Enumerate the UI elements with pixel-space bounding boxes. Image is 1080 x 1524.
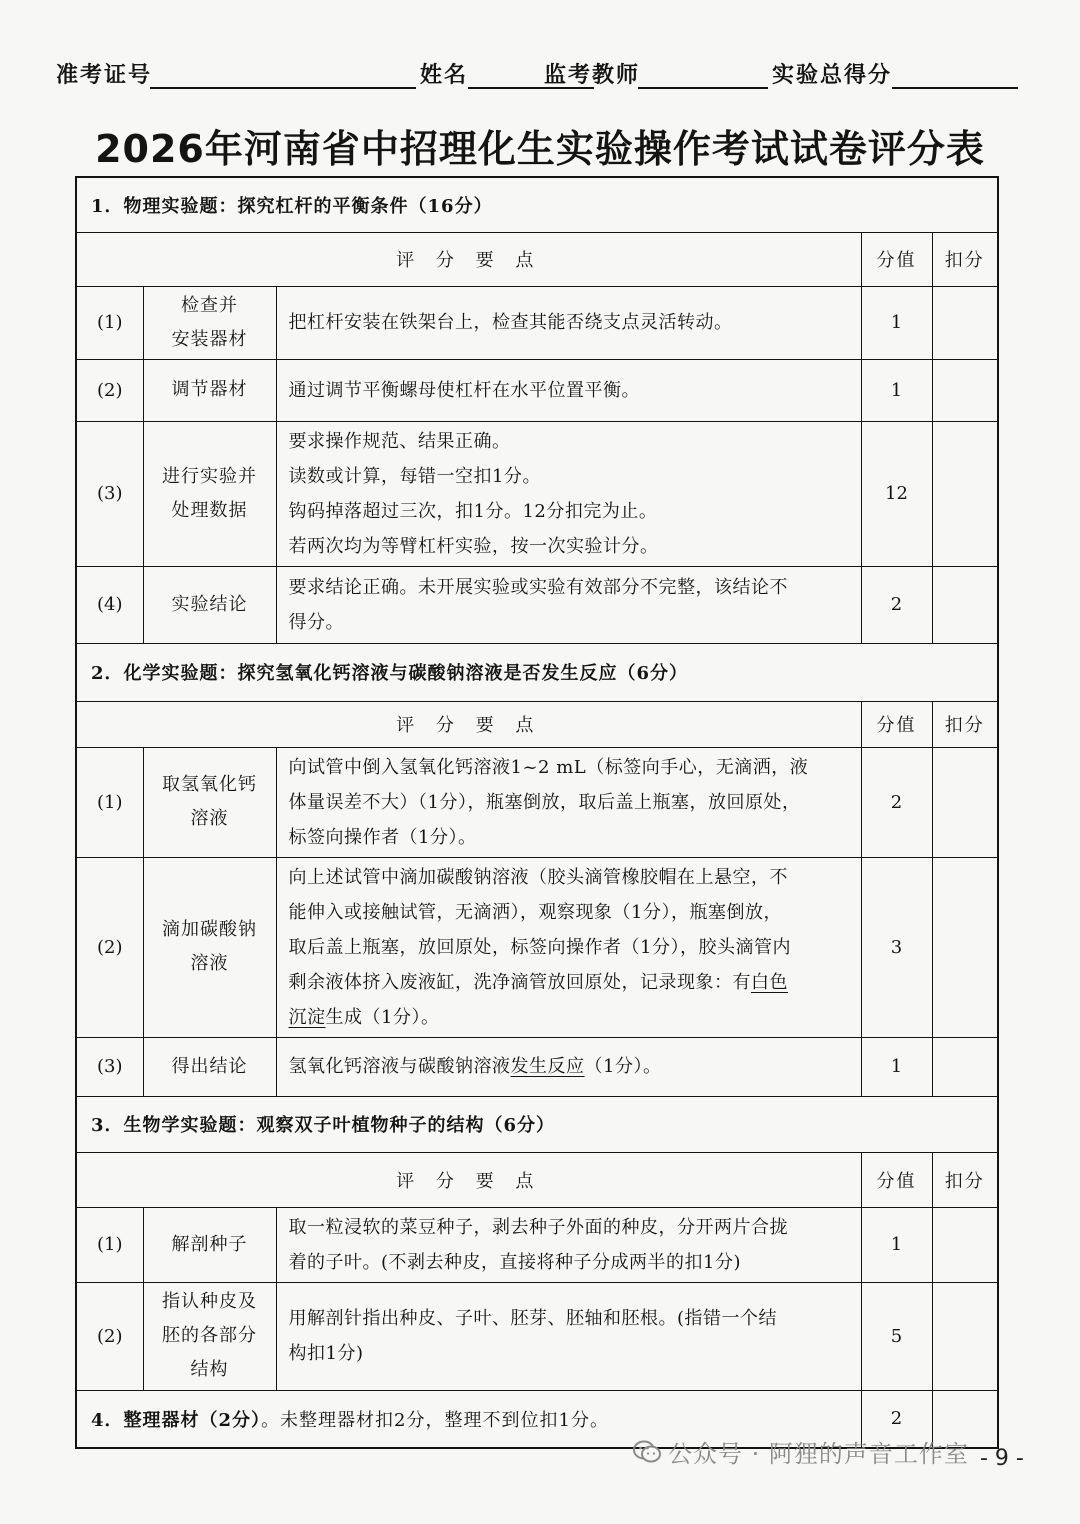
- col-header-row: [76, 701, 998, 747]
- row-description: 向试管中倒入氢氧化钙溶液1~2 mL（标签向手心，无滴洒，液 体量误差不大）（1分），瓶塞倒放，取后盖上瓶塞，放回原处， 标签向操作者（1分）。: [276, 747, 861, 857]
- total-score-field[interactable]: [892, 87, 1018, 89]
- row-score: 3: [861, 857, 932, 1037]
- row-score: 5: [861, 1282, 932, 1390]
- table-row: [76, 1207, 998, 1282]
- col-header-deduct: 扣分: [932, 232, 998, 286]
- row-description: 用解剖针指出种皮、子叶、胚芽、胚轴和胚根。(指错一个结 构扣1分): [276, 1282, 861, 1390]
- row-deduct-cell[interactable]: [932, 286, 998, 359]
- col-header-value: 分值: [861, 232, 932, 286]
- proctor-label: 监考教师: [544, 62, 641, 88]
- row-score: 1: [861, 286, 932, 359]
- row-item: 进行实验并 处理数据: [143, 421, 276, 566]
- name-label: 姓名: [420, 62, 469, 88]
- row-deduct-cell[interactable]: [932, 566, 998, 643]
- row-description: 向上述试管中滴加碳酸钠溶液（胶头滴管橡胶帽在上悬空，不 能伸入或接触试管，无滴洒），观察现象（1分），瓶塞倒放， 取后盖上瓶塞，放回原处，标签向操作者（1分），胶头滴管内 剩余液体挤入废液缸，洗净滴管放回原处，记录现象：有白色 沉淀生成（1分）。: [276, 857, 861, 1037]
- section-biology-title-row: [76, 1096, 998, 1152]
- col-header-points: 评 分 要 点: [76, 701, 861, 747]
- row-number: (2): [76, 857, 143, 1037]
- section-physics-title: 1．物理实验题：探究杠杆的平衡条件（16分）: [76, 177, 998, 232]
- table-row: [76, 566, 998, 643]
- col-header-deduct: 扣分: [932, 1152, 998, 1207]
- row-description: 要求结论正确。未开展实验或实验有效部分不完整，该结论不 得分。: [276, 566, 861, 643]
- table-row: [76, 286, 998, 359]
- table-row: [76, 421, 998, 566]
- section-chemistry-title-row: [76, 643, 998, 701]
- row-deduct-cell[interactable]: [932, 747, 998, 857]
- exam-id-field[interactable]: [150, 87, 416, 89]
- row-description: 氢氧化钙溶液与碳酸钠溶液发生反应（1分）。: [276, 1037, 861, 1096]
- row-description: 把杠杆安装在铁架台上，检查其能否绕支点灵活转动。: [276, 286, 861, 359]
- col-header-row: [76, 232, 998, 286]
- col-header-row: [76, 1152, 998, 1207]
- table-row: [76, 359, 998, 421]
- row-number: (1): [76, 286, 143, 359]
- row-deduct-cell[interactable]: [932, 1282, 998, 1390]
- row-item: 得出结论: [143, 1037, 276, 1096]
- row-deduct-cell[interactable]: [932, 1207, 998, 1282]
- section-physics-title-row: [76, 177, 998, 232]
- watermark: [632, 1434, 969, 1471]
- proctor-field[interactable]: [638, 87, 768, 89]
- col-header-value: 分值: [861, 701, 932, 747]
- row-deduct-cell[interactable]: [932, 857, 998, 1037]
- row-item: 解剖种子: [143, 1207, 276, 1282]
- page-number: - 9 -: [980, 1446, 1024, 1471]
- row-item: 实验结论: [143, 566, 276, 643]
- scoring-table: [75, 176, 999, 1449]
- row-score: 1: [861, 1207, 932, 1282]
- section-chemistry-title: 2．化学实验题：探究氢氧化钙溶液与碳酸钠溶液是否发生反应（6分）: [76, 643, 998, 701]
- row-item: 调节器材: [143, 359, 276, 421]
- row-score: 12: [861, 421, 932, 566]
- table-row: [76, 857, 998, 1037]
- row-deduct-cell[interactable]: [932, 1037, 998, 1096]
- watermark-text: 公众号 · 阿狸的声音工作室: [668, 1440, 969, 1468]
- col-header-deduct: 扣分: [932, 701, 998, 747]
- row-item: 指认种皮及 胚的各部分 结构: [143, 1282, 276, 1390]
- section-biology-title: 3．生物学实验题：观察双子叶植物种子的结构（6分）: [76, 1096, 998, 1152]
- row-number: (1): [76, 747, 143, 857]
- wechat-icon: [632, 1439, 662, 1471]
- row-number: (2): [76, 1282, 143, 1390]
- row-item: 检查并 安装器材: [143, 286, 276, 359]
- row-number: (3): [76, 1037, 143, 1096]
- row-number: (3): [76, 421, 143, 566]
- row-description: 通过调节平衡螺母使杠杆在水平位置平衡。: [276, 359, 861, 421]
- row-number: (1): [76, 1207, 143, 1282]
- row-score: 2: [861, 747, 932, 857]
- row-score: 1: [861, 1037, 932, 1096]
- row-number: (2): [76, 359, 143, 421]
- row-number: (4): [76, 566, 143, 643]
- col-header-points: 评 分 要 点: [76, 232, 861, 286]
- table-row: [76, 747, 998, 857]
- row-score: 2: [861, 1390, 932, 1448]
- row-deduct-cell[interactable]: [932, 359, 998, 421]
- row-item: 滴加碳酸钠 溶液: [143, 857, 276, 1037]
- table-row: [76, 1037, 998, 1096]
- section-cleanup-text: 4．整理器材（2分）。未整理器材扣2分，整理不到位扣1分。: [76, 1390, 861, 1448]
- total-score-label: 实验总得分: [772, 62, 893, 88]
- col-header-value: 分值: [861, 1152, 932, 1207]
- col-header-points: 评 分 要 点: [76, 1152, 861, 1207]
- row-description: 取一粒浸软的菜豆种子，剥去种子外面的种皮，分开两片合拢 着的子叶。(不剥去种皮，直接将种子分成两半的扣1分): [276, 1207, 861, 1282]
- exam-id-label: 准考证号: [56, 62, 153, 88]
- row-description: 要求操作规范、结果正确。 读数或计算，每错一空扣1分。 钩码掉落超过三次，扣1分。12分扣完为止。 若两次均为等臂杠杆实验，按一次实验计分。: [276, 421, 861, 566]
- exam-header-line: [56, 58, 1026, 94]
- page-title: 2026年河南省中招理化生实验操作考试试卷评分表: [95, 127, 985, 171]
- table-row: [76, 1282, 998, 1390]
- row-item: 取氢氧化钙 溶液: [143, 747, 276, 857]
- row-score: 1: [861, 359, 932, 421]
- row-score: 2: [861, 566, 932, 643]
- row-deduct-cell[interactable]: [932, 421, 998, 566]
